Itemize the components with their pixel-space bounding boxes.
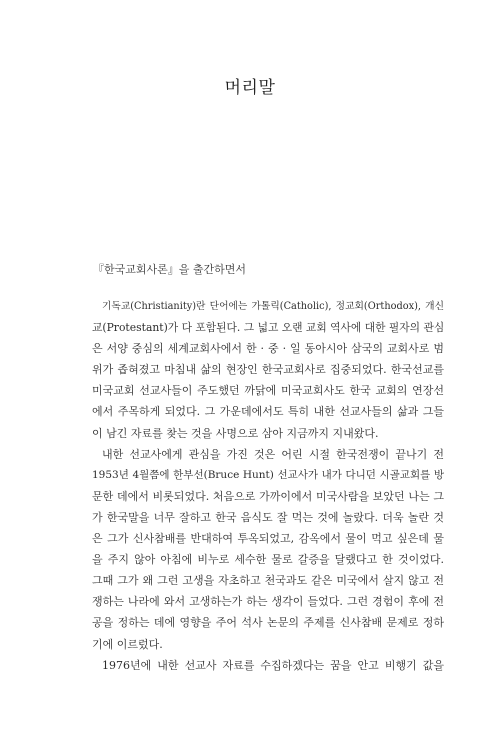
text-line: 쟁하는 나라에 와서 고생하는가 하는 생각이 들었다. 그런 경험이 후에 전 [92,595,444,609]
page-title: 머리말 [224,78,276,98]
text-line: 교(Protestant)가 다 포함된다. 그 넓고 오랜 교회 역사에 대한 필자의 관심 [92,321,445,335]
text-line: 이 남긴 자료를 찾는 것을 사명으로 삼아 지금까지 지내왔다. [92,426,379,440]
text-line: 1976년에 내한 선교사 자료를 수집하겠다는 꿈을 안고 비행기 값을 [102,658,444,672]
text-line: 미국교회 선교사들이 주도했던 까닭에 미국교회사도 한국 교회의 연장선 [92,384,444,398]
text-line: 그때 그가 왜 그런 고생을 자초하고 천국과도 같은 미국에서 살지 않고 전 [92,574,444,588]
text-line: 기에 이르렀다. [92,637,163,651]
text-line: 을 주지 않아 아침에 비누로 세수한 물로 갈증을 달랬다고 한 것이었다. [92,553,444,567]
text-line: 1953년 4월쯤에 한부선(Bruce Hunt) 선교사가 내가 다니던 시골교회를 방 [92,468,444,481]
text-line: 에서 주목하게 되었다. 그 가운데에서도 특히 내한 선교사들의 삶과 그들 [92,405,444,419]
text-line: 은 서양 중심의 세계교회사에서 한 · 중 · 일 동아시아 삼국의 교회사로 범 [92,342,444,356]
text-line: 공을 정하는 데에 영향을 주어 석사 논문의 주제를 신사참배 문제로 정하 [92,616,444,630]
text-line: 은 그가 신사참배를 반대하여 투옥되었고, 감옥에서 물이 먹고 싶은데 물 [92,532,444,546]
body-text [92,296,444,676]
text-line: 기독교(Christianity)란 단어에는 가톨릭(Catholic), 정교회(Orthodox), 개신 [102,301,444,312]
text-line: 위가 좁혀졌고 마침내 삶의 현장인 한국교회사로 집중되었다. 한국선교를 [92,363,444,377]
text-line: 내한 선교사에게 관심을 가진 것은 어린 시절 한국전쟁이 끝나기 전 [102,447,444,461]
section-subtitle: 『한국교회사론』을 출간하면서 [93,263,247,276]
text-line: 문한 데에서 비롯되었다. 처음으로 가까이에서 미국사람을 보았던 나는 그 [92,489,444,503]
text-line: 가 한국말을 너무 잘하고 한국 음식도 잘 먹는 것에 놀랐다. 더욱 놀란 것 [92,510,444,524]
